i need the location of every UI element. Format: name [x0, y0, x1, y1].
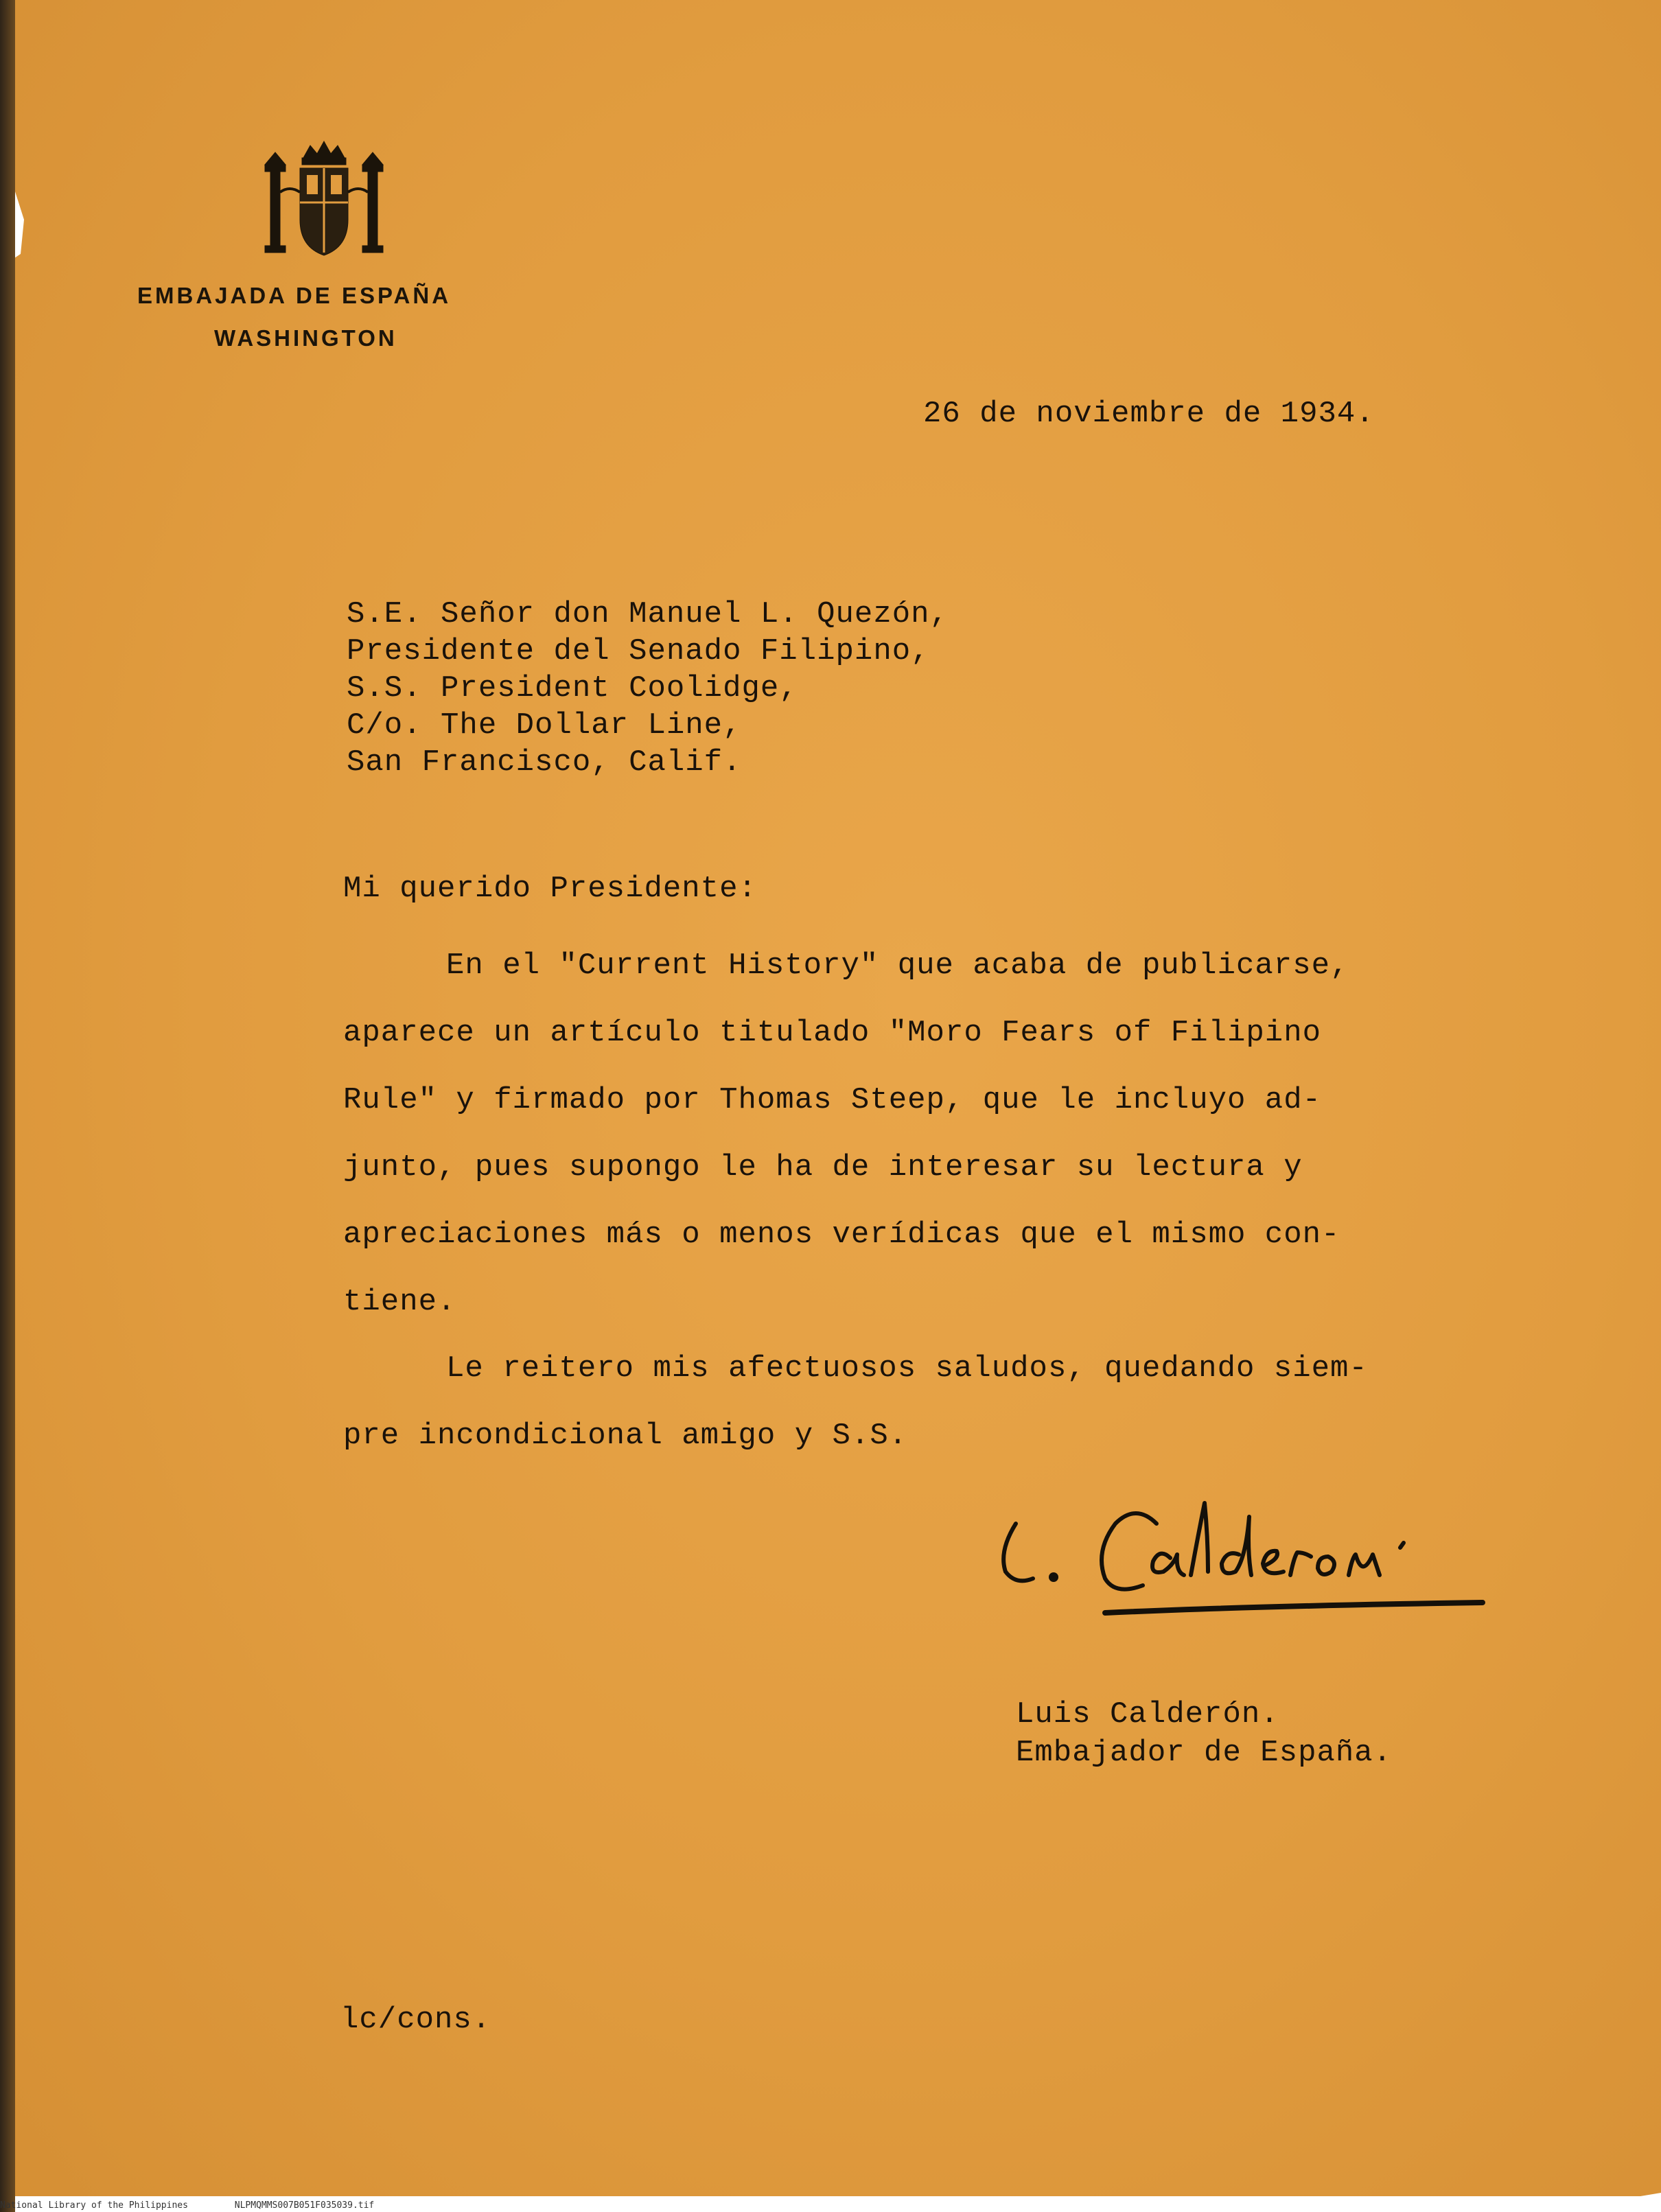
- signatory-block: [1016, 1695, 1392, 1772]
- body-paragraph-2: [343, 1335, 1368, 1469]
- scan-border: [0, 0, 15, 2212]
- salutation: Mi querido Presidente:: [343, 872, 757, 906]
- footer-file: NLPMQMMS007B051F035039.tif: [234, 2200, 375, 2211]
- reference-initials: lc/cons.: [340, 2003, 491, 2037]
- body-line: tiene.: [343, 1285, 456, 1319]
- handwritten-signature: [978, 1476, 1513, 1633]
- address-line: S.E. Señor don Manuel L. Quezón,: [347, 597, 949, 631]
- letter-date: 26 de noviembre de 1934.: [923, 397, 1375, 431]
- address-line: San Francisco, Calif.: [347, 745, 742, 780]
- archive-footer: [0, 2200, 415, 2211]
- footer-source: National Library of the Philippines: [0, 2200, 188, 2211]
- body-line: Le reitero mis afectuosos saludos, quedando siem-: [446, 1351, 1368, 1386]
- address-line: S.S. President Coolidge,: [347, 671, 798, 706]
- letterhead-org: EMBAJADA DE ESPAÑA: [137, 283, 452, 308]
- letterhead-city: WASHINGTON: [214, 325, 397, 351]
- body-line: pre incondicional amigo y S.S.: [343, 1419, 908, 1453]
- body-paragraph-1: [343, 932, 1349, 1336]
- address-line: C/o. The Dollar Line,: [347, 708, 742, 743]
- body-line: aparece un artículo titulado "Moro Fears of Filipino: [343, 1016, 1322, 1050]
- recipient-address: [347, 596, 949, 781]
- coat-of-arms-icon: [255, 137, 393, 261]
- signatory-title: Embajador de España.: [1016, 1736, 1393, 1770]
- body-line: En el "Current History" que acaba de publicarse,: [446, 948, 1349, 983]
- body-line: apreciaciones más o menos verídicas que el mismo con-: [343, 1218, 1340, 1252]
- body-line: junto, pues supongo le ha de interesar su lectura y: [343, 1150, 1303, 1185]
- body-line: Rule" y firmado por Thomas Steep, que le incluyo ad-: [343, 1083, 1322, 1117]
- address-line: Presidente del Senado Filipino,: [347, 634, 930, 668]
- signatory-name: Luis Calderón.: [1016, 1697, 1279, 1732]
